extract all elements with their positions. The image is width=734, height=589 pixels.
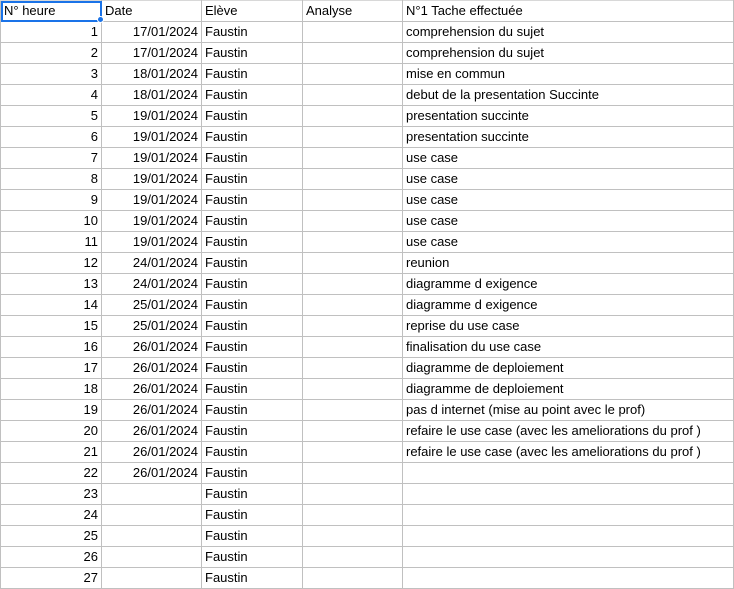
cell-analysis[interactable] [303,148,403,169]
cell-date[interactable]: 18/01/2024 [102,85,202,106]
cell-date[interactable]: 17/01/2024 [102,22,202,43]
table-row [1,43,734,64]
cell-date[interactable]: 19/01/2024 [102,190,202,211]
cell-hour[interactable]: 8 [1,169,102,190]
table-row [1,253,734,274]
cell-task[interactable]: diagramme d exigence [403,295,734,316]
cell-hour[interactable]: 14 [1,295,102,316]
cell-date[interactable]: 19/01/2024 [102,148,202,169]
cell-task[interactable] [403,505,734,526]
cell-date[interactable] [102,547,202,568]
cell-analysis[interactable] [303,127,403,148]
cell-student[interactable]: Faustin [202,253,303,274]
table-row [1,358,734,379]
cell-student[interactable]: Faustin [202,547,303,568]
cell-hour[interactable]: 2 [1,43,102,64]
cell-student[interactable]: Faustin [202,400,303,421]
cell-task[interactable]: use case [403,148,734,169]
cell-hour[interactable]: 27 [1,568,102,589]
cell-student[interactable]: Faustin [202,379,303,400]
table-row [1,400,734,421]
cell-student[interactable]: Faustin [202,316,303,337]
cell-student[interactable]: Faustin [202,106,303,127]
cell-analysis[interactable] [303,232,403,253]
cell-hour[interactable]: 5 [1,106,102,127]
cell-analysis[interactable] [303,505,403,526]
cell-date[interactable]: 26/01/2024 [102,337,202,358]
cell-date[interactable]: 26/01/2024 [102,421,202,442]
cell-hour[interactable]: 20 [1,421,102,442]
header-row [1,1,734,22]
cell-date[interactable] [102,484,202,505]
cell-analysis[interactable] [303,43,403,64]
table-row [1,295,734,316]
cell-date[interactable]: 19/01/2024 [102,232,202,253]
table-row [1,127,734,148]
cell-hour[interactable]: 24 [1,505,102,526]
cell-analysis[interactable] [303,484,403,505]
cell-date[interactable]: 26/01/2024 [102,400,202,421]
cell-student[interactable]: Faustin [202,148,303,169]
cell-student[interactable]: Faustin [202,421,303,442]
cell-student[interactable]: Faustin [202,337,303,358]
cell-student[interactable]: Faustin [202,190,303,211]
cell-date[interactable] [102,568,202,589]
cell-analysis[interactable] [303,547,403,568]
cell-analysis[interactable] [303,274,403,295]
cell-hour[interactable]: 21 [1,442,102,463]
cell-task[interactable] [403,484,734,505]
cell-hour[interactable]: 23 [1,484,102,505]
cell-task[interactable]: diagramme de deploiement [403,358,734,379]
cell-analysis[interactable] [303,190,403,211]
cell-analysis[interactable] [303,463,403,484]
cell-hour[interactable]: 25 [1,526,102,547]
cell-analysis[interactable] [303,526,403,547]
selection-fill-handle[interactable] [97,16,104,23]
table-row [1,85,734,106]
cell-task[interactable]: refaire le use case (avec les ameliorations du prof ) [403,421,734,442]
table-row [1,547,734,568]
cell-analysis[interactable] [303,295,403,316]
cell-analysis[interactable] [303,400,403,421]
cell-task[interactable]: refaire le use case (avec les ameliorations du prof ) [403,442,734,463]
cell-date[interactable] [102,505,202,526]
cell-hour[interactable]: 3 [1,64,102,85]
cell-date[interactable]: 17/01/2024 [102,43,202,64]
cell-student[interactable]: Faustin [202,358,303,379]
cell-analysis[interactable] [303,316,403,337]
table-row [1,22,734,43]
cell-student[interactable]: Faustin [202,22,303,43]
cell-date[interactable]: 19/01/2024 [102,127,202,148]
cell-task[interactable]: comprehension du sujet [403,22,734,43]
cell-task[interactable]: presentation succinte [403,127,734,148]
cell-task[interactable]: use case [403,190,734,211]
table-row [1,421,734,442]
cell-student[interactable]: Faustin [202,505,303,526]
cell-hour[interactable]: 19 [1,400,102,421]
cell-analysis[interactable] [303,568,403,589]
table-row [1,337,734,358]
cell-hour[interactable]: 11 [1,232,102,253]
table-row [1,442,734,463]
cell-analysis[interactable] [303,64,403,85]
cell-analysis[interactable] [303,358,403,379]
cell-date[interactable]: 25/01/2024 [102,295,202,316]
cell-student[interactable]: Faustin [202,43,303,64]
cell-task[interactable]: use case [403,232,734,253]
cell-student[interactable]: Faustin [202,526,303,547]
table-row [1,526,734,547]
cell-task[interactable]: finalisation du use case [403,337,734,358]
table-row [1,484,734,505]
cell-analysis[interactable] [303,211,403,232]
cell-analysis[interactable] [303,379,403,400]
table-row [1,148,734,169]
cell-analysis[interactable] [303,337,403,358]
cell-hour[interactable]: 15 [1,316,102,337]
cell-analysis[interactable] [303,106,403,127]
table-row [1,232,734,253]
cell-student[interactable]: Faustin [202,232,303,253]
cell-hour[interactable]: 17 [1,358,102,379]
cell-hour[interactable]: 18 [1,379,102,400]
cell-student[interactable]: Faustin [202,484,303,505]
cell-task[interactable] [403,526,734,547]
table-row [1,316,734,337]
table-row [1,190,734,211]
cell-hour[interactable]: 1 [1,22,102,43]
cell-analysis[interactable] [303,169,403,190]
table-row [1,64,734,85]
cell-date[interactable]: 25/01/2024 [102,316,202,337]
table-row [1,379,734,400]
table-row [1,106,734,127]
cell-hour[interactable]: 4 [1,85,102,106]
header-cell-student[interactable]: Elève [202,1,303,22]
cell-hour[interactable]: 9 [1,190,102,211]
cell-student[interactable]: Faustin [202,211,303,232]
cell-task[interactable]: presentation succinte [403,106,734,127]
cell-student[interactable]: Faustin [202,295,303,316]
cell-date[interactable]: 19/01/2024 [102,169,202,190]
cell-analysis[interactable] [303,442,403,463]
cell-hour[interactable]: 16 [1,337,102,358]
cell-student[interactable]: Faustin [202,442,303,463]
table-row [1,505,734,526]
cell-student[interactable]: Faustin [202,85,303,106]
header-cell-task[interactable]: N°1 Tache effectuée [403,1,734,22]
cell-task[interactable]: debut de la presentation Succinte [403,85,734,106]
table-row [1,169,734,190]
cell-date[interactable]: 26/01/2024 [102,358,202,379]
cell-date[interactable]: 26/01/2024 [102,463,202,484]
cell-student[interactable]: Faustin [202,169,303,190]
table-row [1,463,734,484]
cell-analysis[interactable] [303,22,403,43]
cell-task[interactable]: diagramme de deploiement [403,379,734,400]
cell-date[interactable]: 19/01/2024 [102,106,202,127]
cell-student[interactable]: Faustin [202,64,303,85]
cell-task[interactable]: reunion [403,253,734,274]
cell-task[interactable]: comprehension du sujet [403,43,734,64]
cell-analysis[interactable] [303,85,403,106]
cell-task[interactable] [403,463,734,484]
header-cell-analysis[interactable]: Analyse [303,1,403,22]
cell-hour[interactable]: 7 [1,148,102,169]
cell-date[interactable]: 26/01/2024 [102,442,202,463]
table-row [1,568,734,589]
cell-task[interactable]: diagramme d exigence [403,274,734,295]
cell-analysis[interactable] [303,421,403,442]
cell-hour[interactable]: 13 [1,274,102,295]
cell-date[interactable]: 19/01/2024 [102,211,202,232]
cell-task[interactable]: use case [403,169,734,190]
cell-date[interactable]: 18/01/2024 [102,64,202,85]
cell-task[interactable]: use case [403,211,734,232]
cell-hour[interactable]: 10 [1,211,102,232]
cell-student[interactable]: Faustin [202,568,303,589]
header-cell-hour[interactable]: N° heure [1,1,102,22]
cell-hour[interactable]: 12 [1,253,102,274]
cell-hour[interactable]: 22 [1,463,102,484]
cell-student[interactable]: Faustin [202,127,303,148]
cell-date[interactable]: 24/01/2024 [102,274,202,295]
cell-task[interactable]: pas d internet (mise au point avec le prof) [403,400,734,421]
cell-task[interactable] [403,547,734,568]
header-cell-date[interactable]: Date [102,1,202,22]
cell-student[interactable]: Faustin [202,463,303,484]
cell-date[interactable] [102,526,202,547]
cell-student[interactable]: Faustin [202,274,303,295]
table-row [1,274,734,295]
cell-task[interactable]: mise en commun [403,64,734,85]
cell-task[interactable]: reprise du use case [403,316,734,337]
cell-hour[interactable]: 26 [1,547,102,568]
cell-task[interactable] [403,568,734,589]
cell-hour[interactable]: 6 [1,127,102,148]
cell-date[interactable]: 26/01/2024 [102,379,202,400]
table-row [1,211,734,232]
cell-analysis[interactable] [303,253,403,274]
cell-date[interactable]: 24/01/2024 [102,253,202,274]
